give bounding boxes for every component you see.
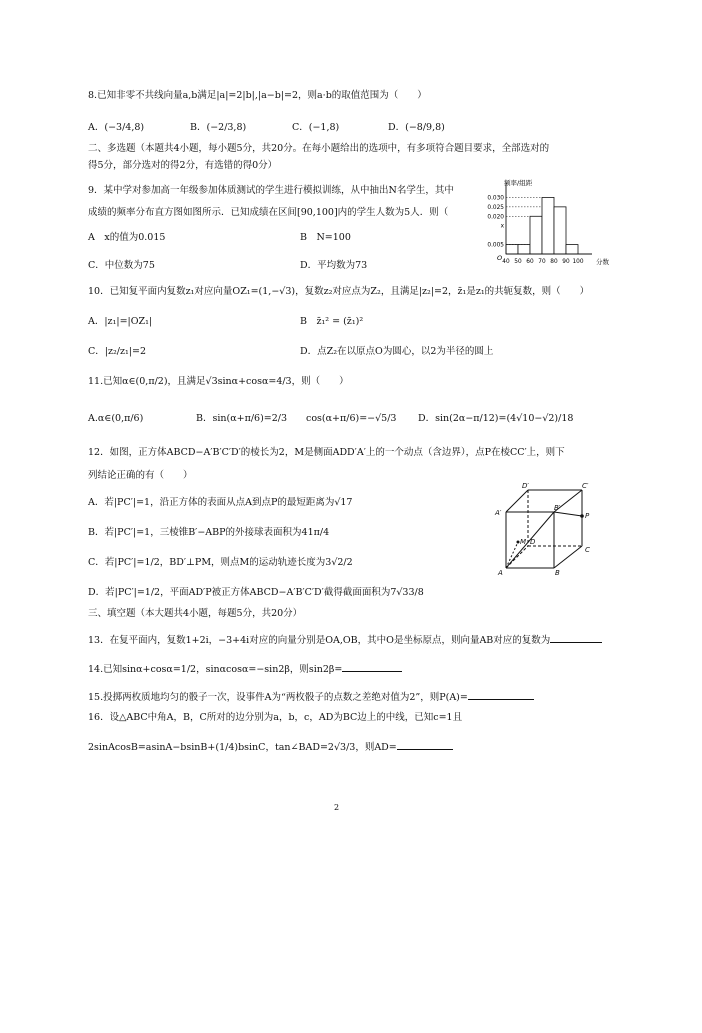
x-tick-label: 60 <box>526 259 534 265</box>
q15-text: 15.投掷两枚质地均匀的骰子一次，设事件A为“两枚骰子的点数之差绝对值为2”，则P(A)= <box>88 692 468 703</box>
y-tick-label: x <box>500 223 504 230</box>
q13-stem <box>88 633 602 647</box>
histogram-bar <box>566 245 578 254</box>
cube-label-p: P <box>585 512 590 520</box>
q9-stem-line2: 成绩的频率分布直方图如图所示．已知成绩在区间[90,100]内的学生人数为5人．则（ <box>88 207 449 218</box>
q8-stem: 8.已知非零不共线向量a,b满足|a|=2|b|,|a−b|=2，则a·b的取值范围为（ ） <box>88 90 427 101</box>
y-tick-label: 0.005 <box>487 242 504 249</box>
page-number: 2 <box>334 803 340 812</box>
q10-option-a: A．|z₁|=|OZ₁| <box>88 316 153 327</box>
q9-stem-line1: 9．某中学对参加高一年级参加体质测试的学生进行模拟训练，从中抽出N名学生，其中 <box>88 185 454 196</box>
q10-option-b: B z̄₁² = (z̄₁)² <box>300 316 364 327</box>
q12-option-d: D．若|PC′|=1/2，平面AD′P被正方体ABCD−A′B′C′D′截得截面面积为7√33/8 <box>88 587 424 598</box>
cube-label-m: M <box>520 538 527 546</box>
q12-stem-line2: 列结论正确的有（ ） <box>88 470 193 481</box>
cube-label-c-prime: C′ <box>582 482 589 490</box>
q12-option-a: A．若|PC′|=1，沿正方体的表面从点A到点P的最短距离为√17 <box>88 497 353 508</box>
y-tick-label: 0.030 <box>487 195 504 202</box>
q14-stem <box>88 662 402 676</box>
section-2-heading: 二、多选题（本题共4小题，每小题5分，共20分。在每小题给出的选项中，有多项符合题目要求，全部选对的 <box>88 143 550 154</box>
y-tick-label: 0.020 <box>487 214 504 221</box>
q8-option-d: D．(−8/9,8) <box>388 122 445 133</box>
q12-option-b: B．若|PC′|=1，三棱锥B′−ABP的外接球表面积为41π/4 <box>88 527 330 538</box>
cube-label-c: C <box>585 546 590 554</box>
chart-xlabel: 分数 <box>596 258 609 266</box>
q13-text: 13．在复平面内，复数1+2i，−3+4i对应的向量分别是OA,OB，其中O是坐标原点，则向量AB对应的复数为 <box>88 635 551 646</box>
chart-origin: O <box>497 254 503 262</box>
q12-stem-line1: 12．如图，正方体ABCD−A′B′C′D′的棱长为2，M是侧面ADD′A′上的一个动点（含边界），点P在棱CC′上，则下 <box>88 447 565 458</box>
q15-stem <box>88 690 534 704</box>
x-tick-label: 40 <box>502 259 510 265</box>
q15-answer-blank[interactable] <box>468 690 534 700</box>
q9-option-a: A x的值为0.015 <box>88 232 166 243</box>
q11-option-a: A.α∈(0,π/6) <box>88 413 144 424</box>
q11-option-d: D．sin(2α−π/12)=(4√10−√2)/18 <box>418 413 574 424</box>
histogram-bar <box>506 245 518 254</box>
q16-stem-line2 <box>88 740 453 754</box>
cube-label-b: B <box>555 569 560 577</box>
histogram-bar <box>542 197 554 254</box>
x-tick-label: 70 <box>538 259 546 265</box>
x-tick-label: 80 <box>550 259 558 265</box>
q11-option-c: cos(α+π/6)=−√5/3 <box>306 413 397 424</box>
q13-answer-blank[interactable] <box>550 633 602 643</box>
section-3-heading: 三、填空题（本大题共4小题，每题5分，共20分） <box>88 608 303 619</box>
cube-diagram <box>492 482 604 578</box>
q11-option-b: B．sin(α+π/6)=2/3 <box>196 413 288 424</box>
x-tick-label: 50 <box>514 259 522 265</box>
q8-option-b: B．(−2/3,8) <box>190 122 247 133</box>
histogram-bar <box>554 207 566 254</box>
q10-option-c: C．|z₂/z₁|=2 <box>88 346 147 357</box>
section-2-instructions: 得5分，部分选对的得2分，有选错的得0分） <box>88 160 278 171</box>
y-tick-label: 0.025 <box>487 204 504 211</box>
histogram-bar <box>530 216 542 254</box>
q12-option-c: C．若|PC′|=1/2，BD′⊥PM，则点M的运动轨迹长度为3√2/2 <box>88 557 353 568</box>
cube-label-b-prime: B′ <box>554 504 561 512</box>
cube-label-a: A <box>498 569 503 577</box>
q14-answer-blank[interactable] <box>342 662 402 672</box>
frequency-histogram <box>474 176 616 268</box>
cube-label-d-prime: D′ <box>522 482 529 490</box>
q9-option-b: B N=100 <box>300 232 351 243</box>
cube-label-d: D <box>530 538 536 546</box>
q8-option-c: C．(−1,8) <box>292 122 340 133</box>
x-tick-label: 90 <box>562 259 570 265</box>
q16-text: 2sinAcosB=asinA−bsinB+(1/4)bsinC，tan∠BAD=2√3/3，则AD= <box>88 742 397 753</box>
histogram-bar <box>518 245 530 254</box>
q16-answer-blank[interactable] <box>397 740 453 750</box>
cube-label-a-prime: A′ <box>495 509 502 517</box>
q10-stem: 10．已知复平面内复数z₁对应向量OZ₁=(1,−√3)，复数z₂对应点为Z₂，且满足|z₂|=2，z̄₁是z₁的共轭复数，则（ ） <box>88 286 590 297</box>
q16-stem-line1: 16．设△ABC中角A，B，C所对的边分别为a，b，c，AD为BC边上的中线，已知c=1且 <box>88 712 463 723</box>
x-tick-label: 100 <box>572 259 584 265</box>
q10-option-d: D．点Z₂在以原点O为圆心，以2为半径的圆上 <box>300 346 494 357</box>
q14-text: 14.已知sinα+cosα=1/2，sinαcosα=−sin2β，则sin2β= <box>88 664 343 675</box>
q9-option-c: C．中位数为75 <box>88 260 155 271</box>
chart-ylabel: 频率/组距 <box>504 179 533 187</box>
q8-option-a: A．(−3/4,8) <box>88 122 145 133</box>
q11-stem: 11.已知α∈(0,π/2)，且满足√3sinα+cosα=4/3，则（ ） <box>88 376 349 387</box>
q9-option-d: D．平均数为73 <box>300 260 368 271</box>
